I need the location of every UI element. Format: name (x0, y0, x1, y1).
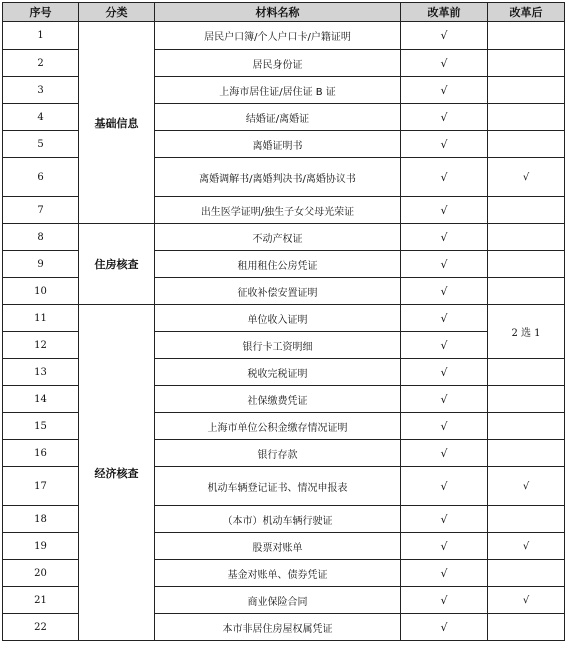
after-check (488, 22, 565, 50)
after-check (488, 104, 565, 131)
before-check: √ (401, 251, 488, 278)
material-name: 上海市居住证/居住证 B 证 (155, 77, 401, 104)
after-merged-note: 2 选 1 (488, 305, 565, 359)
before-check: √ (401, 104, 488, 131)
material-name: 征收补偿安置证明 (155, 278, 401, 305)
material-name: 出生医学证明/独生子女父母光荣证 (155, 197, 401, 224)
table-row (3, 305, 565, 332)
row-number: 16 (3, 440, 79, 467)
row-number: 21 (3, 587, 79, 614)
before-check: √ (401, 305, 488, 332)
after-check (488, 413, 565, 440)
material-name: 结婚证/离婚证 (155, 104, 401, 131)
category-cell: 经济核查 (79, 305, 155, 641)
material-table-container (2, 2, 565, 641)
row-number: 19 (3, 533, 79, 560)
row-number: 20 (3, 560, 79, 587)
material-name: 单位收入证明 (155, 305, 401, 332)
material-name: 股票对账单 (155, 533, 401, 560)
row-number: 22 (3, 614, 79, 641)
before-check: √ (401, 386, 488, 413)
row-number: 4 (3, 104, 79, 131)
after-check: √ (488, 158, 565, 197)
material-name: 银行存款 (155, 440, 401, 467)
after-check (488, 614, 565, 641)
material-name: 居民户口簿/个人户口卡/户籍证明 (155, 22, 401, 50)
row-number: 10 (3, 278, 79, 305)
material-name: 本市非居住房屋权属凭证 (155, 614, 401, 641)
before-check: √ (401, 587, 488, 614)
header-seq: 序号 (3, 3, 79, 22)
material-name: （本市）机动车辆行驶证 (155, 506, 401, 533)
table-row (3, 22, 565, 50)
after-check: √ (488, 587, 565, 614)
before-check: √ (401, 158, 488, 197)
row-number: 14 (3, 386, 79, 413)
before-check: √ (401, 440, 488, 467)
header-category: 分类 (79, 3, 155, 22)
before-check: √ (401, 533, 488, 560)
material-name: 社保缴费凭证 (155, 386, 401, 413)
after-check (488, 359, 565, 386)
header-material: 材料名称 (155, 3, 401, 22)
row-number: 11 (3, 305, 79, 332)
after-check (488, 560, 565, 587)
material-name: 居民身份证 (155, 50, 401, 77)
after-check (488, 131, 565, 158)
before-check: √ (401, 413, 488, 440)
row-number: 1 (3, 22, 79, 50)
after-check (488, 224, 565, 251)
material-name: 银行卡工资明细 (155, 332, 401, 359)
after-check (488, 197, 565, 224)
category-cell: 基础信息 (79, 22, 155, 224)
before-check: √ (401, 560, 488, 587)
material-name: 机动车辆登记证书、情况申报表 (155, 467, 401, 506)
after-check (488, 506, 565, 533)
row-number: 8 (3, 224, 79, 251)
after-check (488, 440, 565, 467)
before-check: √ (401, 224, 488, 251)
row-number: 3 (3, 77, 79, 104)
row-number: 18 (3, 506, 79, 533)
row-number: 2 (3, 50, 79, 77)
row-number: 9 (3, 251, 79, 278)
row-number: 7 (3, 197, 79, 224)
material-name: 不动产权证 (155, 224, 401, 251)
table-row (3, 224, 565, 251)
before-check: √ (401, 332, 488, 359)
material-name: 上海市单位公积金缴存情况证明 (155, 413, 401, 440)
row-number: 12 (3, 332, 79, 359)
before-check: √ (401, 467, 488, 506)
before-check: √ (401, 614, 488, 641)
material-name: 租用租住公房凭证 (155, 251, 401, 278)
header-after: 改革后 (488, 3, 565, 22)
material-table (2, 2, 565, 641)
row-number: 6 (3, 158, 79, 197)
material-name: 税收完税证明 (155, 359, 401, 386)
material-name: 离婚调解书/离婚判决书/离婚协议书 (155, 158, 401, 197)
after-check (488, 50, 565, 77)
header-row (3, 3, 565, 22)
header-before: 改革前 (401, 3, 488, 22)
category-cell: 住房核查 (79, 224, 155, 305)
material-name: 离婚证明书 (155, 131, 401, 158)
before-check: √ (401, 77, 488, 104)
before-check: √ (401, 22, 488, 50)
after-check: √ (488, 533, 565, 560)
row-number: 17 (3, 467, 79, 506)
row-number: 5 (3, 131, 79, 158)
before-check: √ (401, 197, 488, 224)
after-check (488, 251, 565, 278)
before-check: √ (401, 50, 488, 77)
after-check: √ (488, 467, 565, 506)
after-check (488, 77, 565, 104)
row-number: 13 (3, 359, 79, 386)
before-check: √ (401, 506, 488, 533)
after-check (488, 386, 565, 413)
row-number: 15 (3, 413, 79, 440)
material-name: 商业保险合同 (155, 587, 401, 614)
after-check (488, 278, 565, 305)
before-check: √ (401, 131, 488, 158)
before-check: √ (401, 359, 488, 386)
before-check: √ (401, 278, 488, 305)
material-name: 基金对账单、债券凭证 (155, 560, 401, 587)
